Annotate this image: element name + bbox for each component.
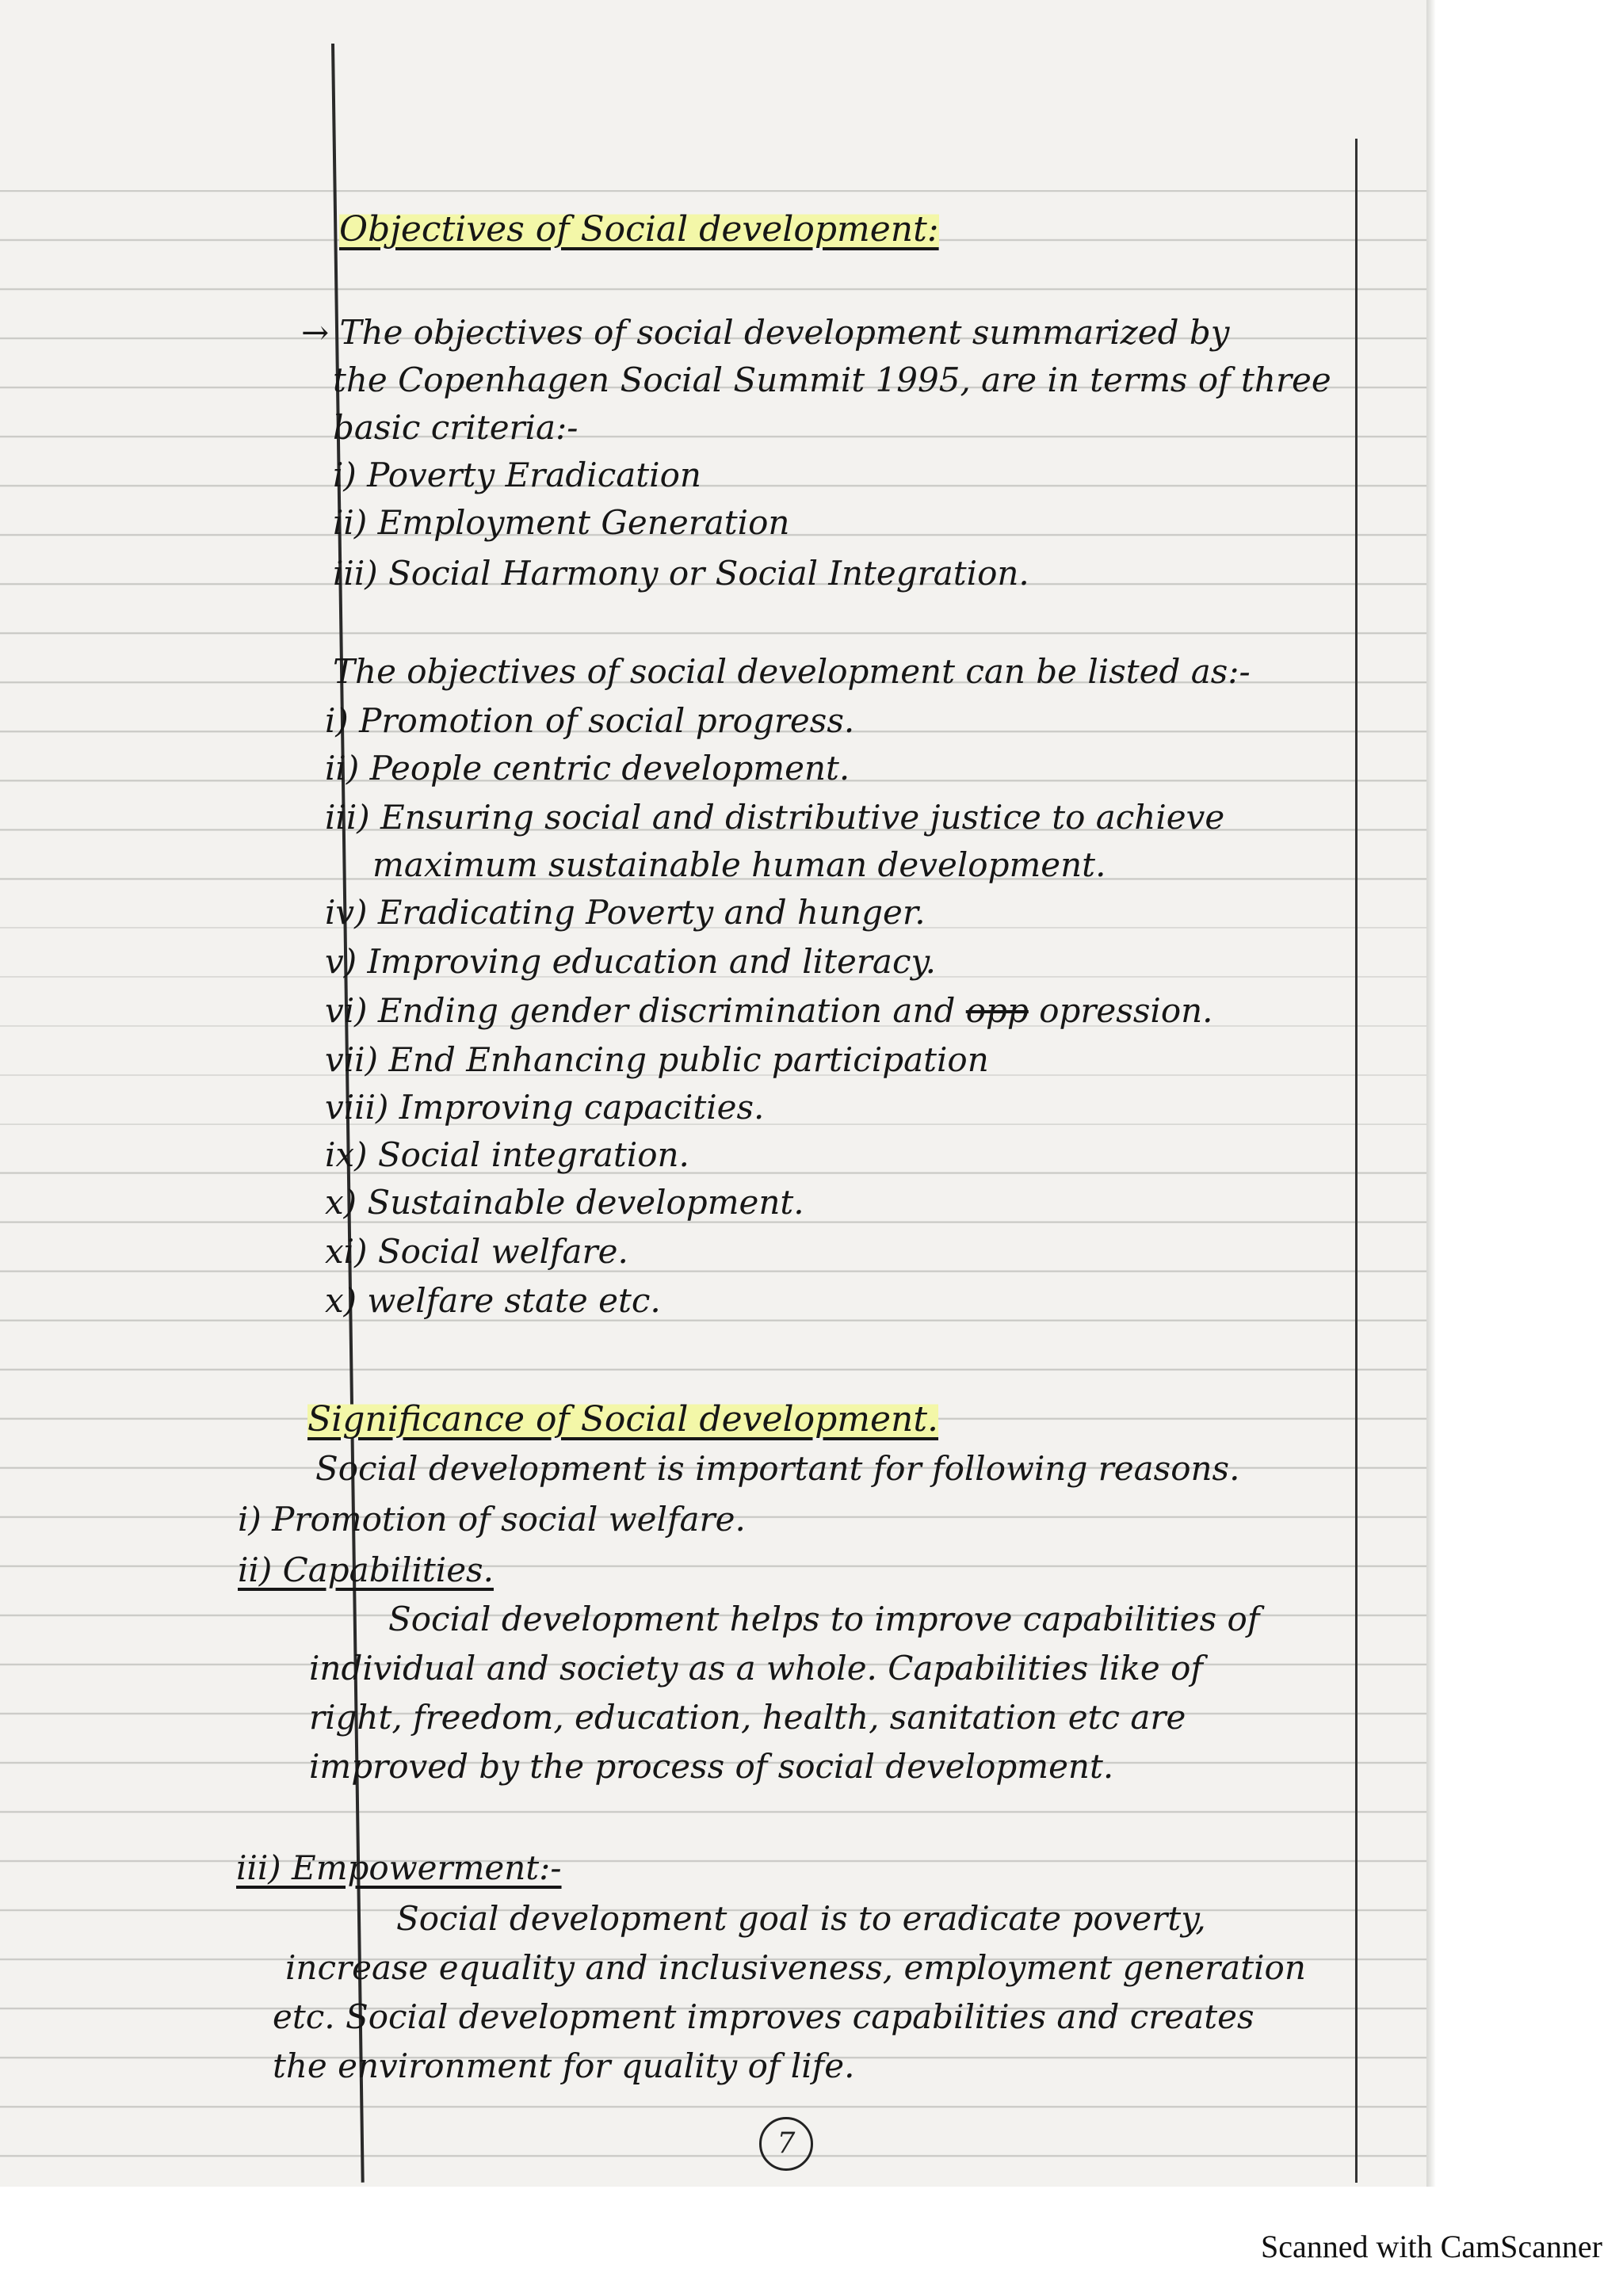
significance-point-2: ii) Capabilities. <box>238 1550 494 1589</box>
objectives-heading: Objectives of Social development: <box>339 208 939 252</box>
significance-heading: Significance of Social development. <box>307 1398 938 1442</box>
capabilities-body-line-4: improved by the process of social development. <box>309 1747 1114 1786</box>
capabilities-body-line-2: individual and society as a whole. Capabilities like of <box>309 1649 1203 1688</box>
objectives-list-item: viii) Improving capacities. <box>325 1088 765 1127</box>
objectives-list-item: vii) End Enhancing public participation <box>325 1040 989 1079</box>
capabilities-body-line-1: Social development helps to improve capabilities of <box>388 1600 1260 1638</box>
page-number: 7 <box>759 2117 813 2171</box>
objectives-list-item: iii) Ensuring social and distributive justice to achieve <box>325 798 1225 837</box>
empowerment-body-line-2: increase equality and inclusiveness, employment generation <box>285 1948 1306 1987</box>
significance-intro: Social development is important for following reasons. <box>315 1449 1240 1488</box>
objectives-list-item: x) Sustainable development. <box>325 1183 804 1222</box>
criteria-item: i) Poverty Eradication <box>333 456 701 494</box>
right-margin-line <box>1355 139 1358 2183</box>
item-vi-tail: opression. <box>1039 991 1213 1030</box>
empowerment-body-line-3: etc. Social development improves capabilities and creates <box>273 1997 1254 2036</box>
empowerment-body-line-4: the environment for quality of life. <box>273 2046 855 2085</box>
empowerment-body-line-1: Social development goal is to eradicate poverty, <box>396 1899 1206 1938</box>
criteria-item: ii) Employment Generation <box>333 503 790 542</box>
capabilities-body-line-3: right, freedom, education, health, sanitation etc are <box>309 1698 1186 1737</box>
significance-point-1: i) Promotion of social welfare. <box>238 1500 746 1539</box>
objectives-list-item: x) welfare state etc. <box>325 1281 661 1320</box>
objectives-list-item: iv) Eradicating Poverty and hunger. <box>325 893 926 932</box>
page-edge-shadow <box>1426 0 1436 2187</box>
significance-point-3: iii) Empowerment:- <box>236 1848 562 1887</box>
item-vi-strikethrough: opp <box>965 991 1029 1030</box>
objectives-intro-line-3: basic criteria:- <box>333 408 579 447</box>
objectives-intro-line-2: the Copenhagen Social Summit 1995, are in terms of three <box>333 360 1331 399</box>
objectives-list-item-vi <box>325 989 1213 1033</box>
scanner-watermark: Scanned with CamScanner <box>1261 2229 1602 2264</box>
objectives-list-item: ix) Social integration. <box>325 1135 689 1174</box>
objectives-list-item: xi) Social welfare. <box>325 1232 628 1271</box>
objectives-list-intro: The objectives of social development can be listed as:- <box>333 652 1251 691</box>
criteria-item: iii) Social Harmony or Social Integration. <box>333 554 1029 593</box>
objectives-list-item: i) Promotion of social progress. <box>325 701 855 740</box>
objectives-intro-line-1: → The objectives of social development summarized by <box>301 313 1230 352</box>
objectives-list-item: ii) People centric development. <box>325 749 850 788</box>
page-top-margin <box>0 0 1426 190</box>
item-vi-text: vi) Ending gender discrimination and <box>325 991 956 1030</box>
objectives-list-item: v) Improving education and literacy. <box>325 942 936 981</box>
objectives-list-item-continued: maximum sustainable human development. <box>372 845 1106 884</box>
